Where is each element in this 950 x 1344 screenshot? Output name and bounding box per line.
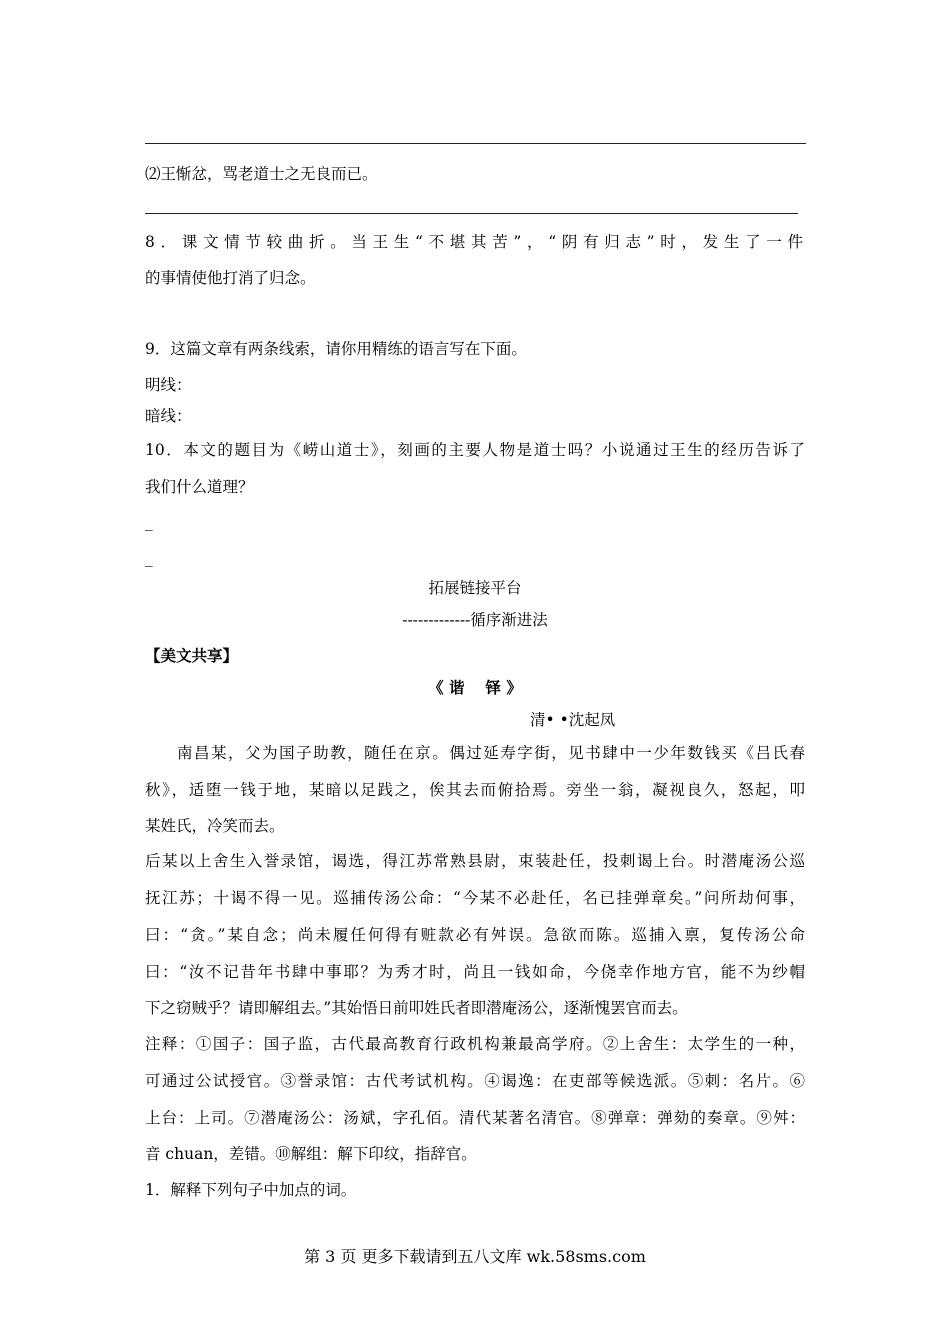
question-10-line-1: 10．本文的题目为《崂山道士》，刻画的主要人物是道士吗？小说通过王生的经历告诉了	[145, 441, 805, 459]
section-label: 【美文共享】	[145, 646, 239, 665]
note-line: 上台：上司。⑦潜庵汤公：汤斌，字孔佰。清代某著名清官。⑧弹章：弹劾的奏章。⑨舛：	[145, 1109, 805, 1127]
note-line: 音 chuan，差错。⑩解组：解下印纹，指辞官。	[145, 1145, 477, 1163]
reading-author: 清• •沈起凤	[530, 711, 616, 729]
question-9-main-thread: 明线：	[145, 376, 192, 394]
question-7-item-2: ⑵王惭忿，骂老道士之无良而已。	[145, 165, 378, 183]
note-line: 可通过公试授官。③誉录馆：古代考试机构。④谒逸：在吏部等候选派。⑤刺：名片。⑥	[145, 1072, 805, 1090]
reading-line: 曰：“贪。”某自念；尚未履任何得有赃款必有舛误。急欲而陈。巡捕入禀，复传汤公命	[145, 926, 805, 944]
reading-line: 后某以上舍生入誉录馆，谒选，得江苏常熟县尉，束装赴任，投刺谒上台。时潜庵汤公巡	[145, 852, 805, 870]
note-line: 注释：①国子：国子监，古代最高教育行政机构兼最高学府。②上舍生：太学生的一种，	[145, 1035, 805, 1053]
blank-mark: _	[145, 549, 153, 567]
question-10-line-2: 我们什么道理？	[145, 478, 254, 496]
question-9-prompt: 9．这篇文章有两条线索，请你用精练的语言写在下面。	[145, 340, 527, 358]
reading-line: 下之窃贼乎？请即解组去。”其始悟日前叩姓氏者即潜庵汤公，逐渐愧罢官而去。	[145, 999, 688, 1017]
question-8-line-1: 8．课文情节较曲折。当王生“不堪其苦”，“阴有归志”时，发生了一件	[145, 233, 805, 251]
answer-line	[145, 143, 806, 144]
reading-line: 抚江苏；十谒不得一见。巡捕传汤公命：“今某不必赴任，名已挂弹章矣。”问所劫何事，	[145, 889, 805, 907]
answer-line	[145, 213, 798, 214]
question-9-secondary-thread: 暗线：	[145, 407, 192, 425]
question-8-line-2: 的事情使他打消了归念。	[145, 269, 316, 287]
reading-line: 某姓氏，冷笑而去。	[145, 817, 285, 835]
reading-line: 南昌某，父为国子助教，随任在京。偶过延寿字街，见书肆中一少年数钱买《吕氏春	[177, 744, 805, 762]
blank-mark: _	[145, 513, 153, 531]
reading-question-1: 1．解释下列句子中加点的词。	[145, 1181, 357, 1199]
reading-title: 《 谐 铎 》	[428, 678, 522, 697]
page-footer: 第 3 页 更多下载请到五八文库 wk.58sms.com	[304, 1247, 646, 1266]
reading-line: 秋》，适堕一钱于地，某暗以足践之，俟其去而俯拾焉。旁坐一翁，凝视良久，怒起，叩	[145, 781, 805, 799]
reading-line: 曰：“汝不记昔年书肆中事耶？为秀才时，尚且一钱如命，今侥幸作地方官，能不为纱帽	[145, 963, 805, 981]
extension-subtitle: -------------循序渐进法	[402, 611, 548, 629]
extension-title: 拓展链接平台	[428, 579, 522, 597]
